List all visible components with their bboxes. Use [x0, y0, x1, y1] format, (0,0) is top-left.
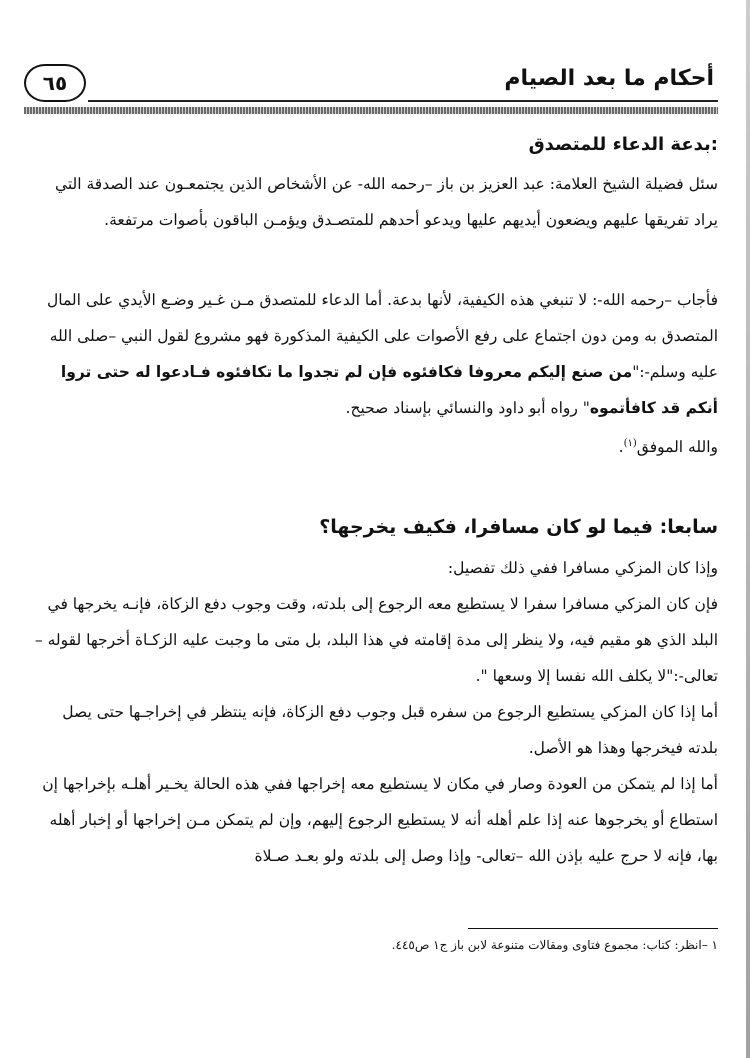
- answer-text: فأجاب –رحمه الله-: لا تنبغي هذه الكيفية، لأنها بدعة. أما الدعاء للمتصدق مـن غـير وضـع الأيدي على المال المتصدق به ومن دون اجتماع على رفع الأصوات على الكيفية المذكورة فهو مشروع لقول النبي –صلى الله عليه وسلم-:": [46, 291, 718, 381]
- traveler-paragraph-1: فإن كان المزكي مسافرا سفرا لا يستطيع معه الرجوع إلى بلدته، وقت وجوب دفع الزكاة، فإنـه يخرجها في البلد الذي هو مقيم فيه، ولا ينظر إلى مدة إقامته في هذا البلد، بل متى ما وجبت عليه الزكـاة أخرجها لقوله –تعالى-:"لا يكلف الله نفسا إلا وسعها ".: [34, 595, 718, 685]
- running-title: أحكام ما بعد الصيام: [504, 66, 714, 91]
- answer-paragraph: [28, 282, 718, 426]
- answer-block: [28, 282, 718, 465]
- section-heading-traveler: سابعا: فيما لو كان مسافرا، فكيف يخرجها؟: [319, 516, 718, 538]
- section-heading-innovation-dua: بدعة الدعاء للمتصدق:: [528, 134, 718, 155]
- hadith-text: من صنع إليكم معروفا فكافئوه فإن لم تجدوا ما تكافئوه فـادعوا له حتى تروا أنكم قد كافأتموه: [60, 363, 718, 417]
- traveler-paragraph-2: أما إذا كان المزكي يستطيع الرجوع من سفره قبل وجوب دفع الزكاة، فإنه ينتظر في إخراجـها حتى يصل بلدته فيخرجها وهذا هو الأصل.: [62, 703, 718, 757]
- header-line: [88, 100, 718, 102]
- page-edge-shadow: [746, 0, 750, 1058]
- closing-line: والله الموفق$^{(١)}$.: [618, 438, 718, 457]
- traveler-intro: وإذا كان المزكي مسافرا ففي ذلك تفصيل:: [447, 559, 718, 577]
- traveler-paragraph-3: أما إذا لم يتمكن من العودة وصار في مكان لا يستطيع معه إخراجها ففي هذه الحالة يخـير أهلـه بإخراجها إن استطاع أو يخرجوها عنه إذا علم أهله أنه لا يستطيع الرجوع إليهم، وإن لم يتمكن مـن إخراجها أو إخبار أهله بها، فإنه لا حرج عليه بإذن الله –تعالى- وإذا وصل إلى بلدته ولو بعـد صـلاة: [42, 775, 718, 865]
- closing-text: والله الموفق: [636, 438, 718, 457]
- footnote: ١ –انظر: كتاب: مجموع فتاوى ومقالات متنوعة لابن باز ج١ ص٤٤٥.: [391, 938, 718, 952]
- question-paragraph: سئل فضيلة الشيخ العلامة: عبد العزيز بن باز –رحمه الله- عن الأشخاص الذين يجتمعـون عند الصدقة التي يراد تفريقها عليهم ويضعون أيديهم عليها ويدعو أحدهم للمتصـدق ويؤمـن الباقون بأصوات مرتفعة.: [54, 175, 718, 229]
- answer-source: " رواه أبو داود والنسائي بإسناد صحيح.: [345, 399, 590, 417]
- traveler-block: [28, 550, 718, 874]
- footnote-ref: (١): [623, 438, 637, 449]
- footnote-rule: [468, 928, 718, 929]
- header-rule: [24, 107, 718, 114]
- question-block: [28, 166, 718, 238]
- page-number: ٦٥: [24, 64, 86, 102]
